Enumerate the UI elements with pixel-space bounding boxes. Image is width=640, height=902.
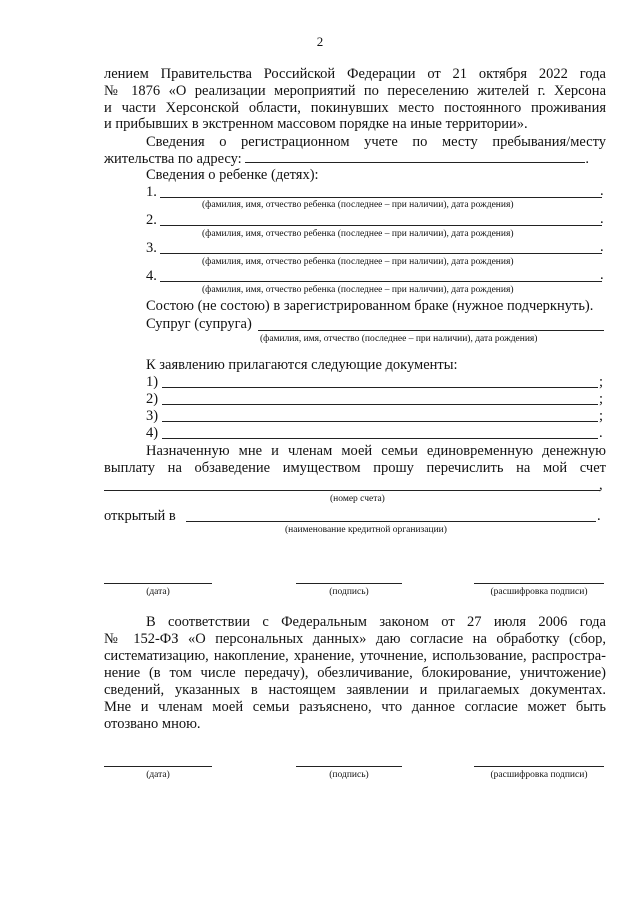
doc-1-field[interactable]: [162, 387, 598, 388]
spouse-caption: (фамилия, имя, отчество (последнее – при наличии), дата рождения): [260, 334, 538, 344]
signature2-sign-field[interactable]: [296, 766, 402, 767]
child-2-field[interactable]: [160, 225, 602, 226]
children-heading: Сведения о ребенке (детях):: [146, 167, 319, 183]
child-4-field[interactable]: [160, 281, 602, 282]
child-4-number: 4.: [146, 268, 157, 284]
bank-name-field[interactable]: [186, 521, 596, 522]
signature1-date-caption: (дата): [146, 587, 170, 597]
registration-address-row: [104, 150, 606, 167]
consent-line-4: нение (в том числе передачу), обезличивание, блокирование, уничтожение): [104, 665, 606, 681]
doc-1-number: 1): [146, 374, 159, 390]
signature2-decoding-caption: (расшифровка подписи): [490, 770, 588, 780]
registration-end: .: [585, 151, 589, 167]
doc-2-field[interactable]: [162, 404, 598, 405]
child-2-caption: (фамилия, имя, отчество ребенка (последнее – при наличии), дата рождения): [202, 229, 514, 239]
consent-line-1: В соответствии с Федеральным законом от 27 июля 2006 года: [146, 614, 606, 630]
signature1-decoding-field[interactable]: [474, 583, 604, 584]
intro-line-2: № 1876 «О реализации мероприятий по переселению жителей г. Херсона: [104, 83, 606, 99]
consent-line-5: сведений, указанных в настоящем заявлении и прилагаемых документах.: [104, 682, 606, 698]
signature2-sign-caption: (подпись): [329, 770, 369, 780]
doc-4-number: 4): [146, 425, 159, 441]
signature1-sign-caption: (подпись): [329, 587, 369, 597]
doc-3-number: 3): [146, 408, 159, 424]
consent-line-6: Мне и членам моей семьи разъяснено, что данное согласие может быть: [104, 699, 606, 715]
spouse-label: Супруг (супруга): [146, 316, 252, 332]
doc-4-field[interactable]: [162, 438, 598, 439]
doc-3-field[interactable]: [162, 421, 598, 422]
document-page: 2 лением Правительства Российской Федерации от 21 октября 2022 года № 1876 «О реализации мероприятий по переселению жителей г. Херсона и части Херсонской области, покинувших место постоянного проживания и прибывших в экстренном массовом порядке на иные территории». Сведения о регистрационном учете по месту пребывания/месту жительства по адресу: . Сведения о ребенке (детях): 1. . (фамилия, имя, отчество ребенка (последнее – при наличии), дата рождения) 2. . (фамилия, имя, отчество ребенка (последнее – при наличии), дата рождения) 3. . (фамилия, имя, отчество ребенка (последнее – при наличии), дата рождения) 4. . (фамилия, имя, отчество ребенка (последнее – при наличии), дата рождения) Состою (не состою) в зарегистрированном браке (нужное подчеркнуть). Супруг (супруга) (фамилия, имя, отчество (последнее – при наличии), дата рождения) К заявлению прилагаются следующие документы: 1) ; 2) ; 3) ; 4) . Назначенную мне и членам моей семьи единовременную денежную выплату на обзаведение имуществом прошу перечислить на мой счет , (номер счета) открытый в . (наименование кредитной организации) (дата) (подпись) (расшифровка подписи) В соответствии с Федеральным законом от 27 июля 2006 года № 152-ФЗ «О персональных данных» даю согласие на обработку (сбор, систематизацию, накопление, хранение, уточнение, использование, распростра- нение (в том числе передачу), обезличивание, блокирование, уничтожение) сведений, указанных в настоящем заявлении и прилагаемых документах. Мне и членам моей семьи разъяснено, что данное согласие может быть отозвано мною. (дата) (подпись) (расшифровка подписи): [0, 0, 640, 902]
consent-line-7: отозвано мною.: [104, 716, 201, 732]
documents-heading: К заявлению прилагаются следующие документы:: [146, 357, 458, 373]
intro-line-1: лением Правительства Российской Федерации от 21 октября 2022 года: [104, 66, 606, 82]
doc-1-end: ;: [599, 374, 604, 390]
signature1-date-field[interactable]: [104, 583, 212, 584]
signature2-date-caption: (дата): [146, 770, 170, 780]
intro-line-4: и прибывших в экстренном массовом порядке на иные территории».: [104, 116, 528, 132]
bank-end: .: [597, 508, 601, 524]
child-4-caption: (фамилия, имя, отчество ребенка (последнее – при наличии), дата рождения): [202, 285, 514, 295]
consent-line-2: № 152-ФЗ «О персональных данных» даю согласие на обработку (сбор,: [104, 631, 606, 647]
account-end: ,: [599, 477, 603, 493]
payment-line-2: выплату на обзаведение имуществом прошу перечислить на мой счет: [104, 460, 606, 476]
doc-2-number: 2): [146, 391, 159, 407]
payment-line-1: Назначенную мне и членам моей семьи единовременную денежную: [146, 443, 606, 459]
registration-line-1: Сведения о регистрационном учете по месту пребывания/месту: [146, 134, 606, 150]
consent-line-3: систематизацию, накопление, хранение, уточнение, использование, распростра-: [104, 648, 606, 664]
signature1-sign-field[interactable]: [296, 583, 402, 584]
child-2-number: 2.: [146, 212, 157, 228]
doc-3-end: ;: [599, 408, 604, 424]
doc-4-end: .: [599, 425, 603, 441]
bank-caption: (наименование кредитной организации): [285, 525, 447, 535]
marriage-status: Состою (не состою) в зарегистрированном браке (нужное подчеркнуть).: [146, 298, 594, 314]
page-number: 2: [316, 34, 324, 49]
registration-label: жительства по адресу:: [104, 151, 242, 167]
signature2-decoding-field[interactable]: [474, 766, 604, 767]
bank-label: открытый в: [104, 508, 176, 524]
child-1-caption: (фамилия, имя, отчество ребенка (последнее – при наличии), дата рождения): [202, 200, 514, 210]
child-3-field[interactable]: [160, 253, 602, 254]
intro-line-3: и части Херсонской области, покинувших место постоянного проживания: [104, 100, 606, 116]
child-1-field[interactable]: [160, 197, 602, 198]
doc-2-end: ;: [599, 391, 604, 407]
account-number-field[interactable]: [104, 490, 600, 491]
address-field[interactable]: [245, 150, 585, 163]
spouse-field[interactable]: [258, 330, 604, 331]
signature2-date-field[interactable]: [104, 766, 212, 767]
child-3-number: 3.: [146, 240, 157, 256]
account-caption: (номер счета): [330, 494, 385, 504]
signature1-decoding-caption: (расшифровка подписи): [490, 587, 588, 597]
child-1-number: 1.: [146, 184, 157, 200]
child-3-caption: (фамилия, имя, отчество ребенка (последнее – при наличии), дата рождения): [202, 257, 514, 267]
